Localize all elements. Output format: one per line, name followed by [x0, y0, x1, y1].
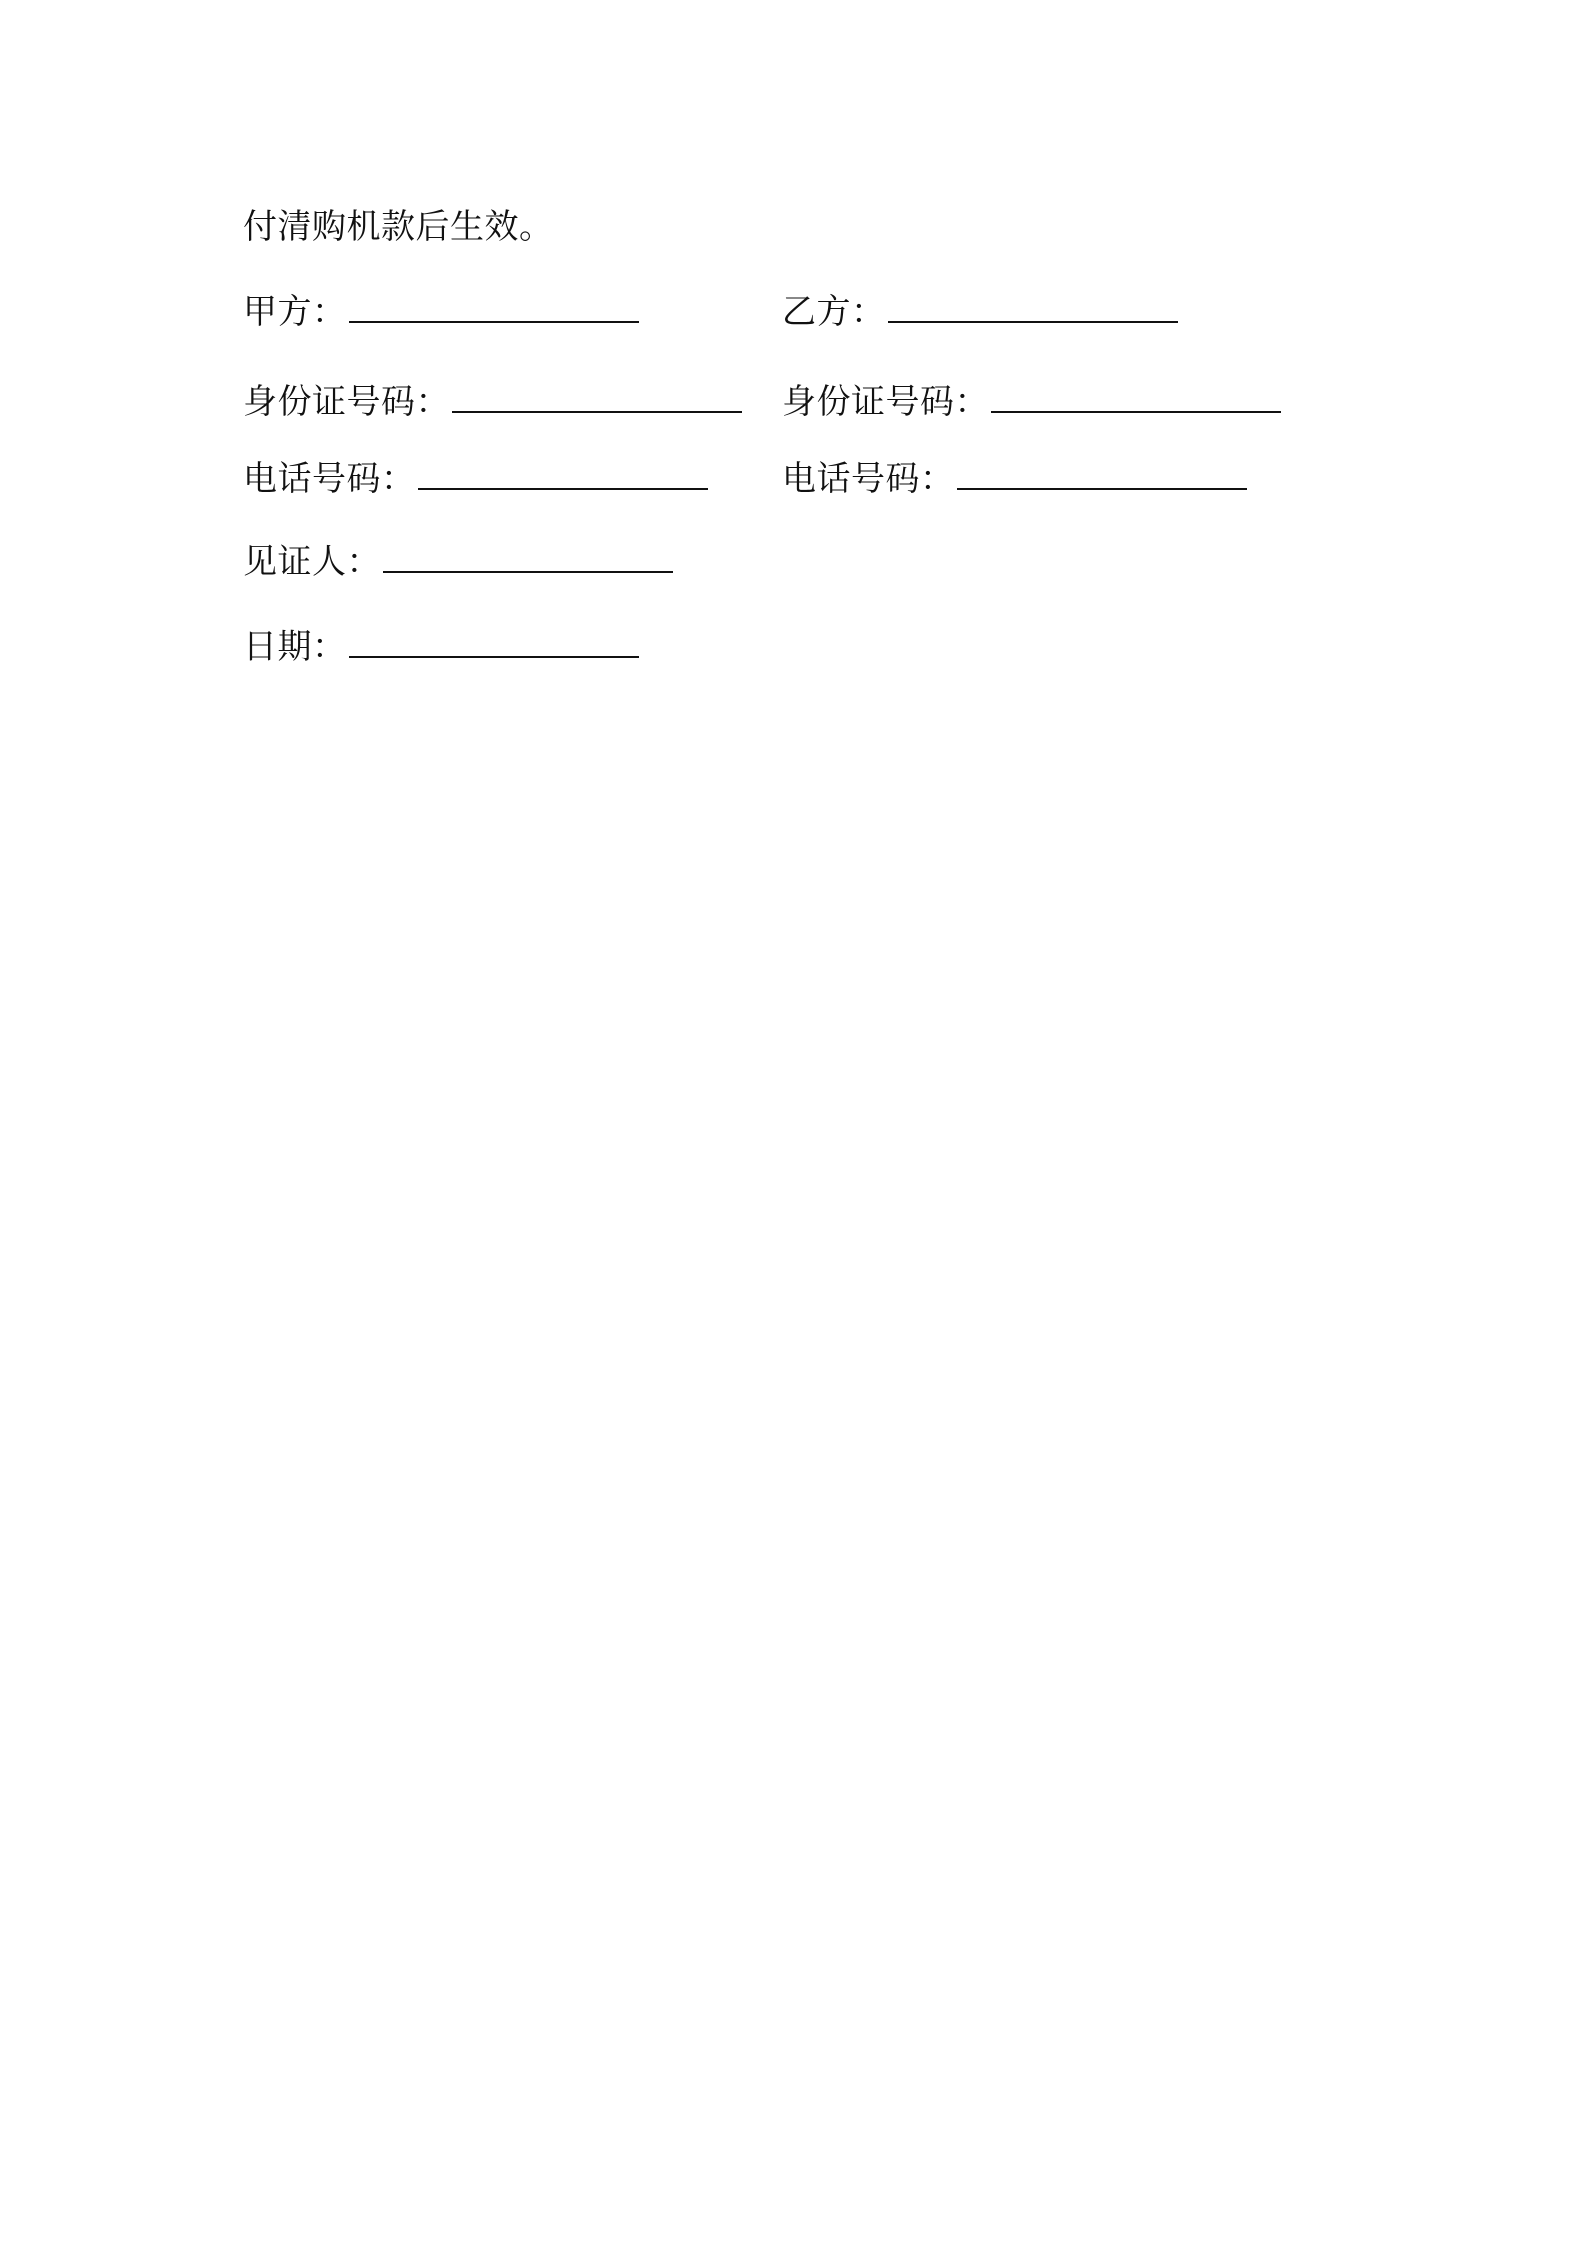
party-a-phone-label: 电话号码： — [243, 459, 416, 499]
party-a-id-blank — [452, 381, 742, 413]
party-b-signature-line — [782, 290, 1178, 334]
party-a-id-line — [243, 380, 742, 424]
party-a-phone-blank — [418, 458, 708, 490]
witness-blank — [383, 541, 673, 573]
party-b-id-line — [782, 380, 1281, 424]
witness-label: 见证人： — [243, 542, 381, 582]
party-b-phone-label: 电话号码： — [782, 459, 955, 499]
date-line — [243, 625, 639, 669]
party-b-id-label: 身份证号码： — [782, 382, 989, 422]
party-a-signature-line — [243, 290, 639, 334]
party-b-blank — [888, 291, 1178, 323]
party-a-label: 甲方： — [243, 292, 347, 332]
date-label: 日期： — [243, 627, 347, 667]
party-b-phone-blank — [957, 458, 1247, 490]
party-a-phone-line — [243, 457, 708, 501]
party-b-id-blank — [991, 381, 1281, 413]
party-b-label: 乙方： — [782, 292, 886, 332]
party-a-id-label: 身份证号码： — [243, 382, 450, 422]
date-blank — [349, 626, 639, 658]
party-a-blank — [349, 291, 639, 323]
intro-text: 付清购机款后生效。 — [243, 207, 554, 247]
witness-line — [243, 540, 673, 584]
party-b-phone-line — [782, 457, 1247, 501]
